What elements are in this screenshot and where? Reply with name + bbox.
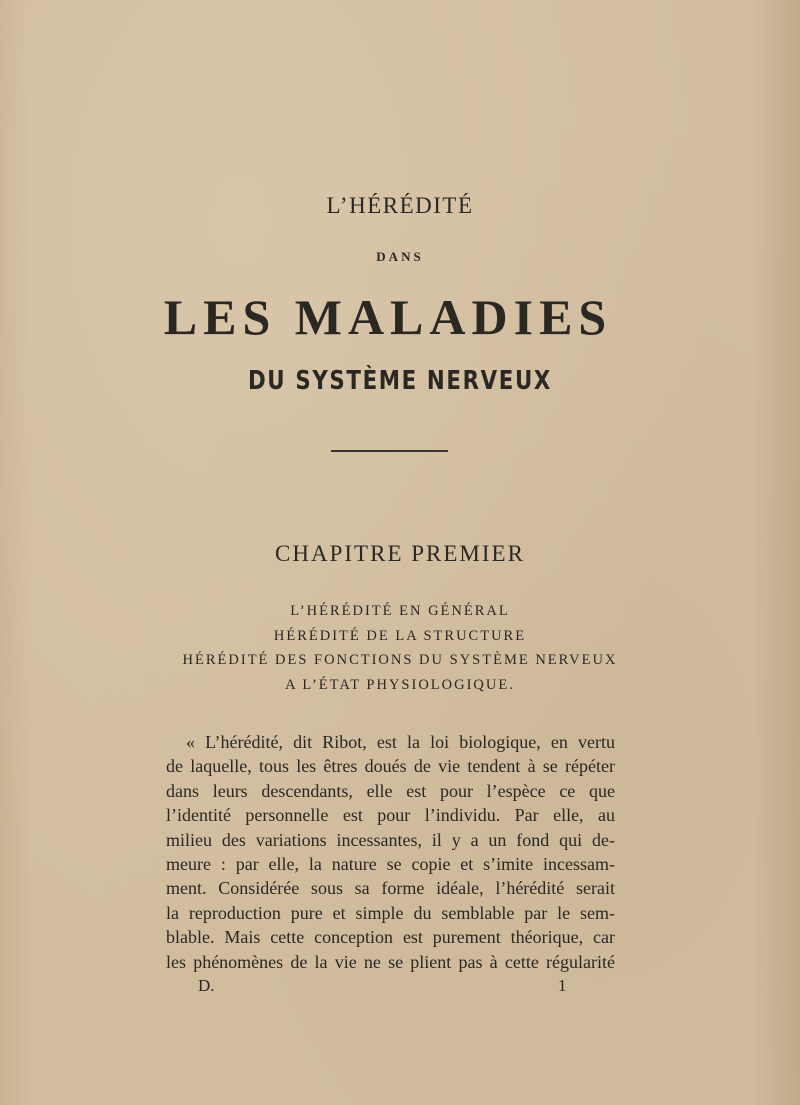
body-line: milieu des variations incessantes, il y a un fond qui de- <box>166 829 615 850</box>
body-line: ment. Considérée sous sa forme idéale, l’hérédité serait <box>166 878 615 899</box>
body-line: meure : par elle, la nature se copie et s’imite incessam- <box>166 853 615 874</box>
page-number: 1 <box>558 976 567 995</box>
body-line: la reproduction pure et simple du semblable par le sem- <box>166 902 615 923</box>
chapter-summary-line: L’HÉRÉDITÉ EN GÉNÉRAL <box>290 603 510 619</box>
body-line: « L’hérédité, dit Ribot, est la loi biologique, en vertu <box>186 732 615 752</box>
body-line: dans leurs descendants, elle est pour l’espèce ce que <box>166 780 615 801</box>
body-line: blable. Mais cette conception est purement théorique, car <box>166 927 615 948</box>
subtitle: DU SYSTÈME NERVEUX <box>247 366 553 396</box>
chapter-summary-line: A L’ÉTAT PHYSIOLOGIQUE. <box>285 677 515 693</box>
chapter-heading: CHAPITRE PREMIER <box>275 541 525 566</box>
main-title: LES MALADIES <box>163 289 613 345</box>
chapter-summary-line: HÉRÉDITÉ DES FONCTIONS DU SYSTÈME NERVEUX <box>182 652 618 668</box>
signature-mark: D. <box>198 976 215 995</box>
body-line: l’identité personnelle est pour l’individu. Par elle, au <box>166 805 615 826</box>
title-line-heredite: L’HÉRÉDITÉ <box>326 193 474 218</box>
chapter-summary-line: HÉRÉDITÉ DE LA STRUCTURE <box>273 628 527 644</box>
body-paragraph <box>166 730 615 974</box>
body-line: les phénomènes de la vie ne se plient pas à cette régularité <box>166 951 615 972</box>
title-line-dans: DANS <box>376 249 424 264</box>
body-line: de laquelle, tous les êtres doués de vie tendent à se répéter <box>166 756 615 777</box>
title-divider <box>331 450 448 452</box>
